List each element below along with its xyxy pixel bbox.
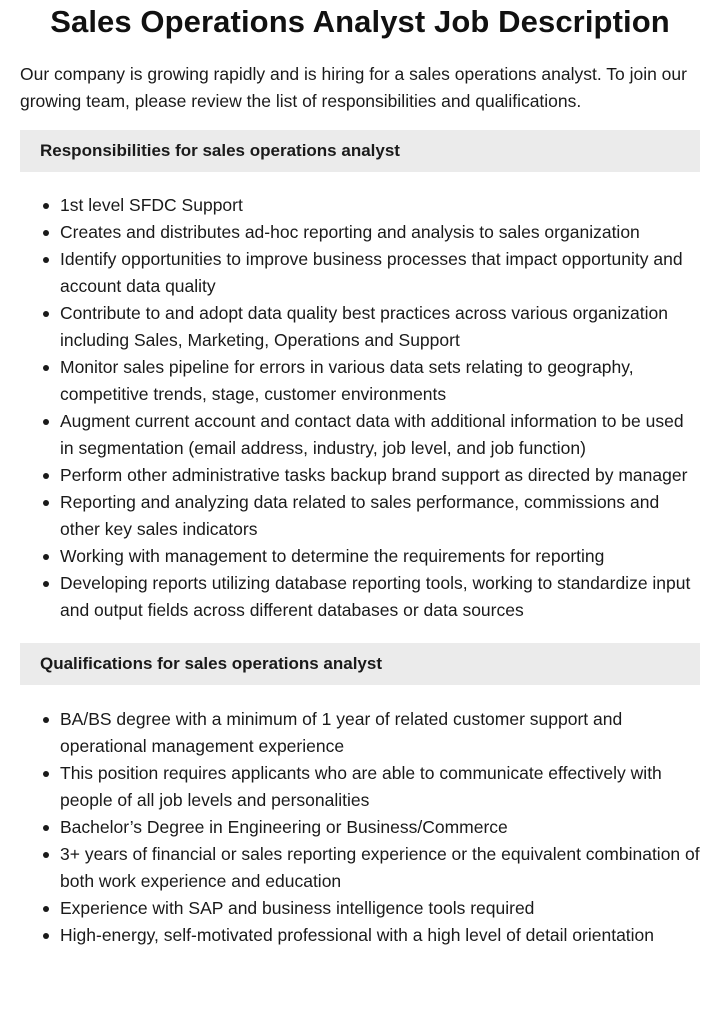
bullet-icon — [43, 473, 49, 479]
bullet-icon — [43, 717, 49, 723]
list-item-text: This position requires applicants who are able to communicate effectively with people of all job levels and personalities — [60, 763, 662, 810]
list-item — [60, 300, 700, 354]
bullet-icon — [43, 230, 49, 236]
bullet-icon — [43, 581, 49, 587]
list-item-text: Working with management to determine the requirements for reporting — [60, 546, 605, 566]
list-item-text: Developing reports utilizing database reporting tools, working to standardize input and output fields across different databases or data sources — [60, 573, 691, 620]
list-item — [60, 354, 700, 408]
list-item — [60, 192, 700, 219]
list-item-text: Experience with SAP and business intelligence tools required — [60, 898, 535, 918]
bullet-icon — [43, 906, 49, 912]
bullet-icon — [43, 419, 49, 425]
responsibilities-list — [20, 192, 700, 624]
list-item — [60, 246, 700, 300]
bullet-icon — [43, 771, 49, 777]
bullet-icon — [43, 500, 49, 506]
list-item — [60, 408, 700, 462]
list-item-text: Creates and distributes ad-hoc reporting and analysis to sales organization — [60, 222, 640, 242]
list-item — [60, 922, 700, 949]
bullet-icon — [43, 311, 49, 317]
bullet-icon — [43, 365, 49, 371]
list-item — [60, 895, 700, 922]
list-item-text: 3+ years of financial or sales reporting experience or the equivalent combination of both work experience and education — [60, 844, 700, 891]
list-item-text: Identify opportunities to improve business processes that impact opportunity and account data quality — [60, 249, 683, 296]
list-item-text: Bachelor’s Degree in Engineering or Business/Commerce — [60, 817, 508, 837]
list-item — [60, 814, 700, 841]
bullet-icon — [43, 825, 49, 831]
bullet-icon — [43, 554, 49, 560]
list-item — [60, 543, 700, 570]
bullet-icon — [43, 933, 49, 939]
list-item-text: High-energy, self-motivated professional with a high level of detail orientation — [60, 925, 655, 945]
bullet-icon — [43, 257, 49, 263]
list-item — [60, 706, 700, 760]
list-item-text: Augment current account and contact data with additional information to be used in segmentation (email address, industry, job level, and job function) — [60, 411, 684, 458]
qualifications-list — [20, 706, 700, 949]
list-item — [60, 462, 700, 489]
list-item — [60, 570, 700, 624]
list-item-text: Perform other administrative tasks backup brand support as directed by manager — [60, 465, 688, 485]
list-item — [60, 841, 700, 895]
list-item — [60, 489, 700, 543]
bullet-icon — [43, 203, 49, 209]
list-item-text: 1st level SFDC Support — [60, 195, 243, 215]
responsibilities-heading: Responsibilities for sales operations analyst — [20, 130, 700, 172]
list-item-text: Monitor sales pipeline for errors in various data sets relating to geography, competitive trends, stage, customer environments — [60, 357, 634, 404]
list-item — [60, 219, 700, 246]
list-item-text: Reporting and analyzing data related to sales performance, commissions and other key sales indicators — [60, 492, 660, 539]
list-item-text: BA/BS degree with a minimum of 1 year of related customer support and operational management experience — [60, 709, 623, 756]
list-item-text: Contribute to and adopt data quality best practices across various organization including Sales, Marketing, Operations and Support — [60, 303, 668, 350]
intro-paragraph: Our company is growing rapidly and is hiring for a sales operations analyst. To join our growing team, please review the list of responsibilities and qualifications. — [20, 64, 687, 111]
qualifications-heading: Qualifications for sales operations analyst — [20, 643, 700, 685]
list-item — [60, 760, 700, 814]
page-title: Sales Operations Analyst Job Description — [50, 4, 670, 39]
bullet-icon — [43, 852, 49, 858]
